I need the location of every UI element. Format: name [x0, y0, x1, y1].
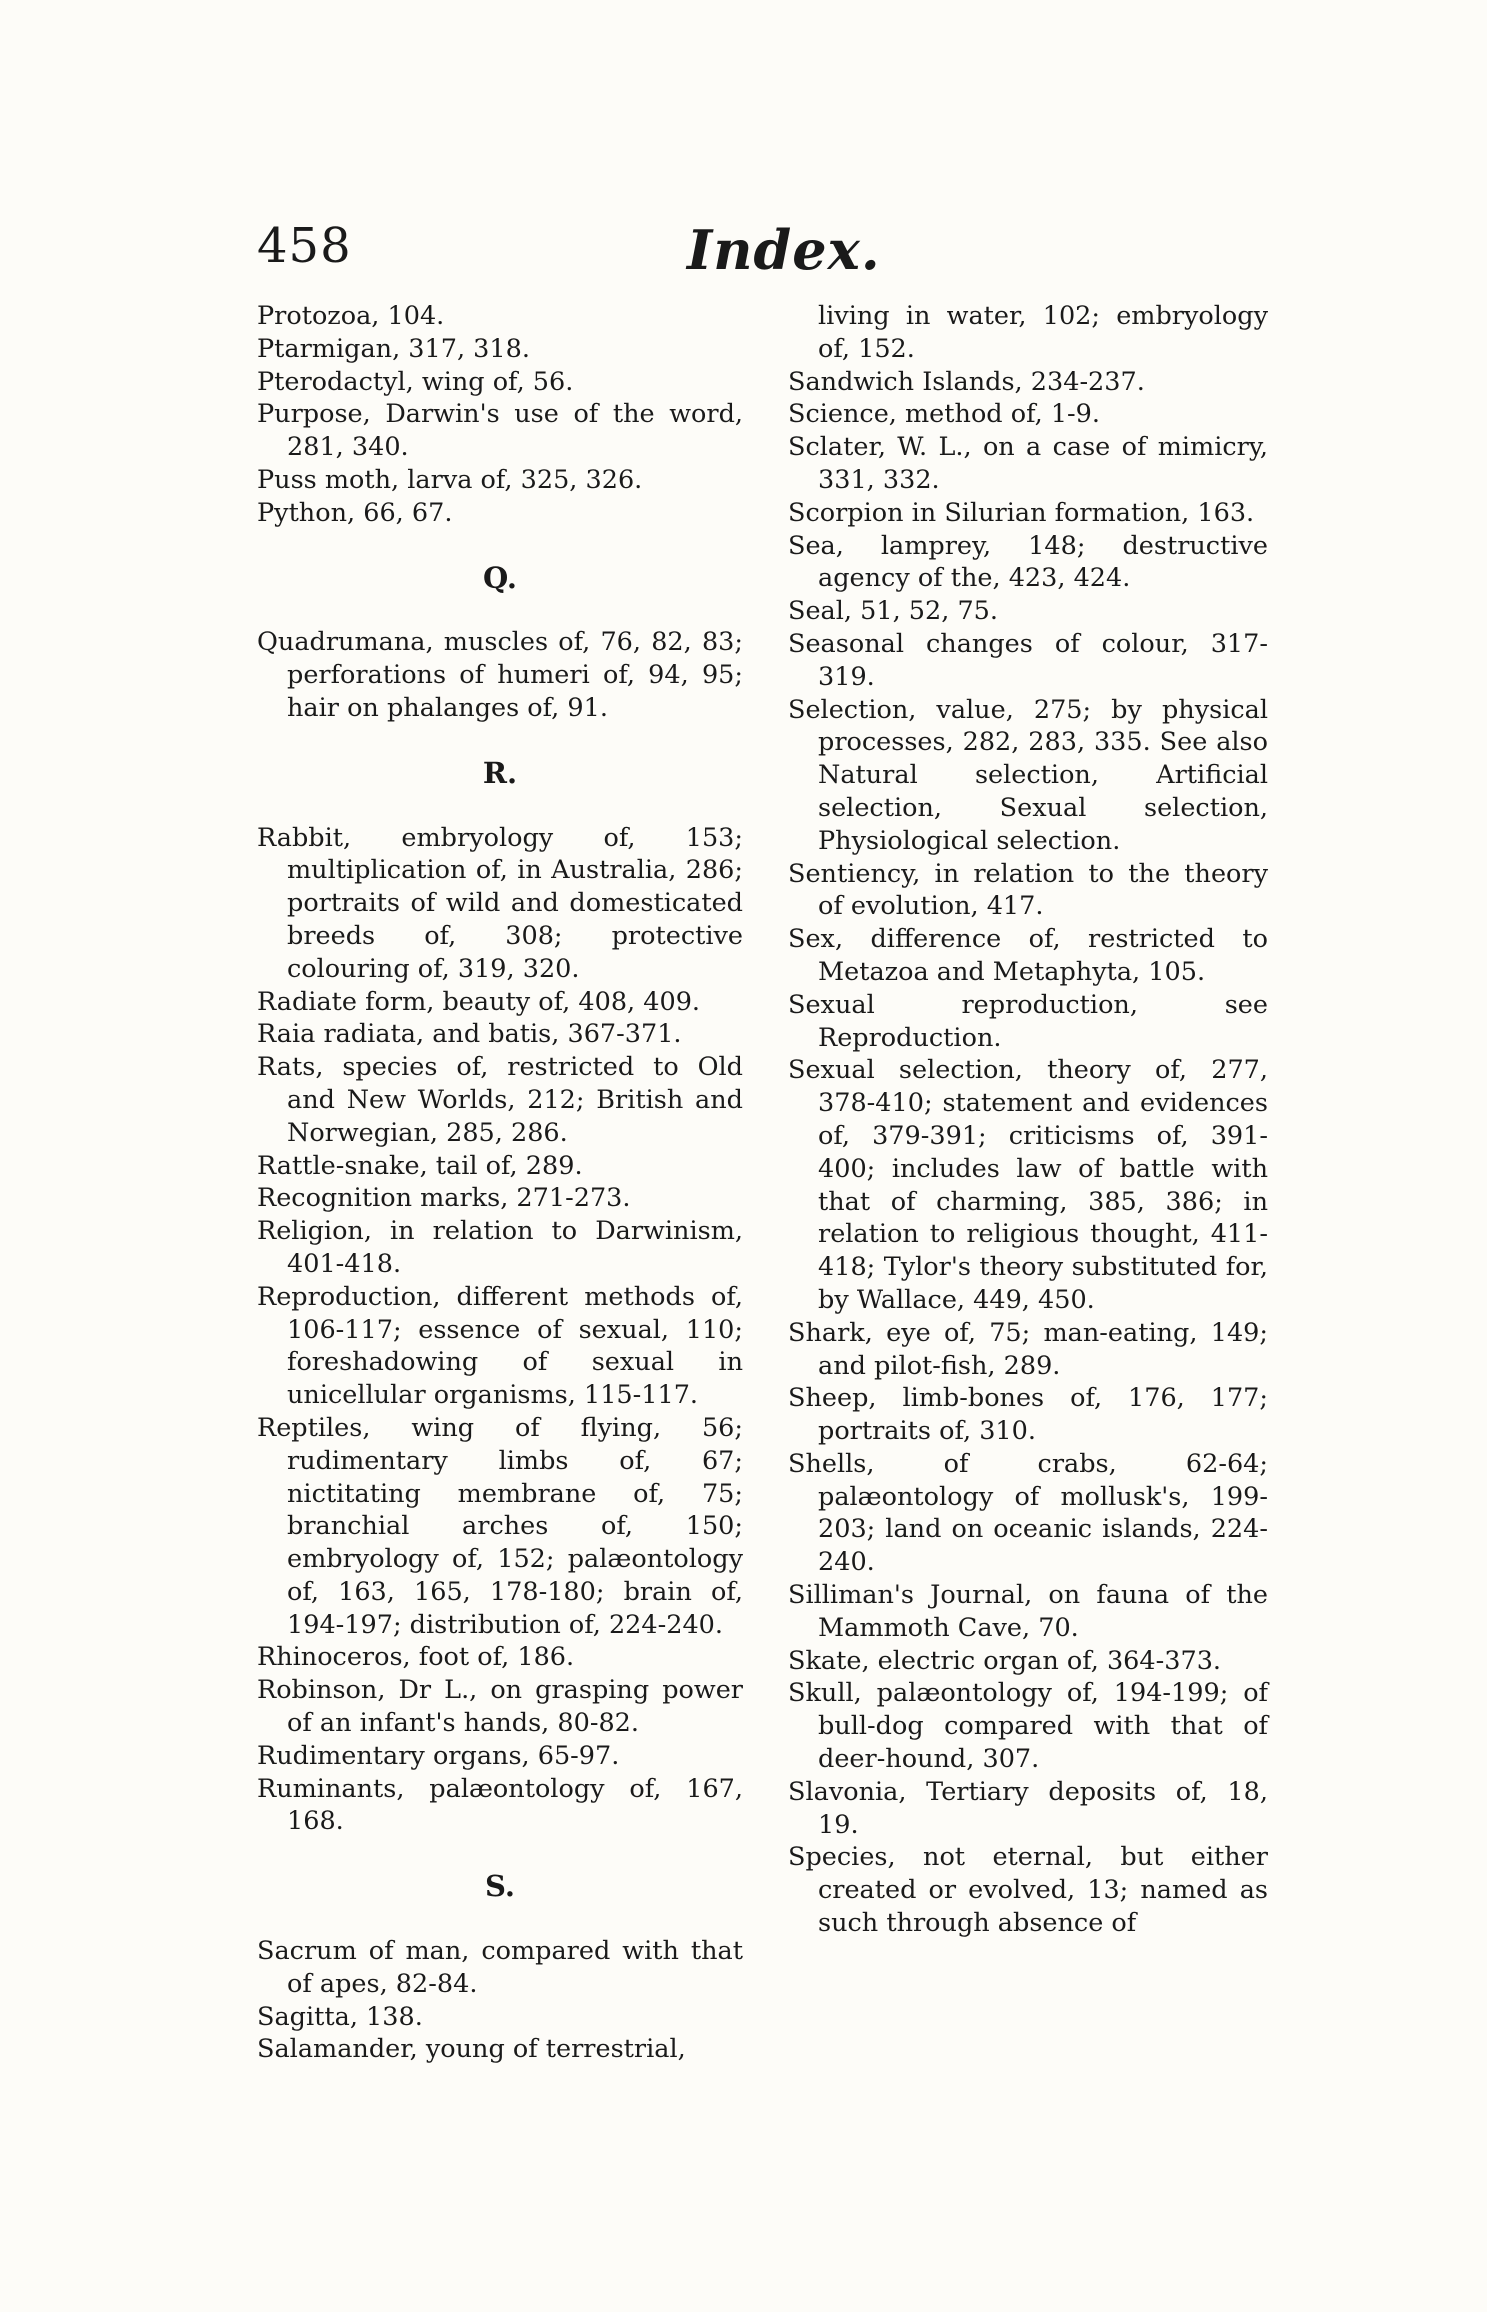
index-entry: Radiate form, beauty of, 408, 409. — [257, 986, 701, 1017]
index-entry: Seasonal changes of colour, 317-319. — [788, 628, 1268, 692]
index-entry: Shark, eye of, 75; man-eating, 149; and pilot-fish, 289. — [788, 1317, 1268, 1381]
index-entry: Rats, species of, restricted to Old and New Worlds, 212; British and Norwegian, 285, 286. — [257, 1052, 743, 1148]
index-entry: Sea, lamprey, 148; destructive agency of the, 423, 424. — [788, 530, 1268, 594]
index-entry: Sexual selection, theory of, 277, 378-410; statement and evidences of, 379-391; criticisms of, 391-400; includes law of battle with that of charming, 385, 386; in relation to religious thought, 411-418; Tylor's theory substituted for, by Wallace, 449, 450. — [788, 1055, 1268, 1315]
index-entry: Sentiency, in relation to the theory of evolution, 417. — [788, 858, 1268, 922]
index-entry: Salamander, young of terrestrial, — [257, 2034, 686, 2065]
page-header — [257, 218, 1217, 298]
index-entry: Purpose, Darwin's use of the word, 281, 340. — [257, 399, 743, 463]
section-letter: R. — [482, 755, 518, 790]
index-entry: Shells, of crabs, 62-64; palæontology of mollusk's, 199-203; land on oceanic islands, 224-240. — [788, 1448, 1268, 1578]
index-entry: Rudimentary organs, 65-97. — [257, 1740, 620, 1771]
index-entry: Species, not eternal, but either created or evolved, 13; named as such through absence of — [788, 1842, 1268, 1939]
section-letter: Q. — [483, 560, 517, 595]
index-entry: Ruminants, palæontology of, 167, 168. — [257, 1773, 743, 1837]
index-entry: Selection, value, 275; by physical processes, 282, 283, 335. See also Natural selection, Artificial selection, Sexual selection, Physiological selection. — [788, 694, 1268, 856]
index-entry: Sexual reproduction, see Reproduction. — [788, 989, 1268, 1053]
index-entry: Scorpion in Silurian formation, 163. — [788, 497, 1255, 528]
index-entry: Quadrumana, muscles of, 76, 82, 83; perforations of humeri of, 94, 95; hair on phalanges of, 91. — [257, 627, 743, 723]
index-entry: Sheep, limb-bones of, 176, 177; portraits of, 310. — [788, 1383, 1268, 1447]
index-entry: Robinson, Dr L., on grasping power of an infant's hands, 80-82. — [257, 1675, 743, 1739]
index-entry: Puss moth, larva of, 325, 326. — [257, 464, 643, 495]
running-title: Index. — [687, 218, 881, 282]
index-entry: Reptiles, wing of flying, 56; rudimentary limbs of, 67; nictitating membrane of, 75; branchial arches of, 150; embryology of, 152; palæontology of, 163, 165, 178-180; brain of, 194-197; distribution of, 224-240. — [257, 1412, 743, 1640]
index-entry: Protozoa, 104. — [257, 301, 445, 331]
section-letter: S. — [484, 1869, 515, 1904]
index-entry: Sex, difference of, restricted to Metazoa and Metaphyta, 105. — [788, 924, 1268, 987]
index-entry: Rattle-snake, tail of, 289. — [257, 1150, 583, 1181]
index-entry: Sclater, W. L., on a case of mimicry, 331, 332. — [788, 432, 1268, 495]
index-entry: Ptarmigan, 317, 318. — [257, 333, 530, 364]
index-entry: Slavonia, Tertiary deposits of, 18, 19. — [788, 1776, 1268, 1840]
index-entry: Religion, in relation to Darwinism, 401-418. — [257, 1216, 743, 1279]
index-entry: Rhinoceros, foot of, 186. — [257, 1642, 575, 1673]
index-entry: Sandwich Islands, 234-237. — [788, 366, 1145, 397]
index-entry: Reproduction, different methods of, 106-117; essence of sexual, 110; foreshadowing of sexual in unicellular organisms, 115-117. — [257, 1281, 743, 1411]
index-entry: Sacrum of man, compared with that of apes, 82-84. — [257, 1936, 743, 1999]
index-column-left — [257, 300, 743, 2066]
index-entry: Raia radiata, and batis, 367-371. — [257, 1019, 682, 1050]
index-entry: Python, 66, 67. — [257, 497, 453, 528]
index-entry: Sagitta, 138. — [257, 2001, 423, 2032]
index-entry: Science, method of, 1-9. — [788, 399, 1100, 430]
index-entry: Rabbit, embryology of, 153; multiplication of, in Australia, 286; portraits of wild and domesticated breeds of, 308; protective colouring of, 319, 320. — [257, 822, 743, 984]
index-entry: Skull, palæontology of, 194-199; of bull-dog compared with that of deer-hound, 307. — [788, 1678, 1268, 1775]
index-entry: Skate, electric organ of, 364-373. — [788, 1645, 1222, 1676]
index-entry: Silliman's Journal, on fauna of the Mammoth Cave, 70. — [788, 1580, 1268, 1643]
index-entry: Recognition marks, 271-273. — [257, 1183, 631, 1214]
index-column-right — [788, 300, 1268, 1940]
index-entry: Pterodactyl, wing of, 56. — [257, 366, 574, 397]
page-number: 458 — [257, 218, 352, 274]
index-entry-continued: living in water, 102; embryology of, 152. — [818, 301, 1268, 364]
index-entry: Seal, 51, 52, 75. — [788, 596, 999, 627]
